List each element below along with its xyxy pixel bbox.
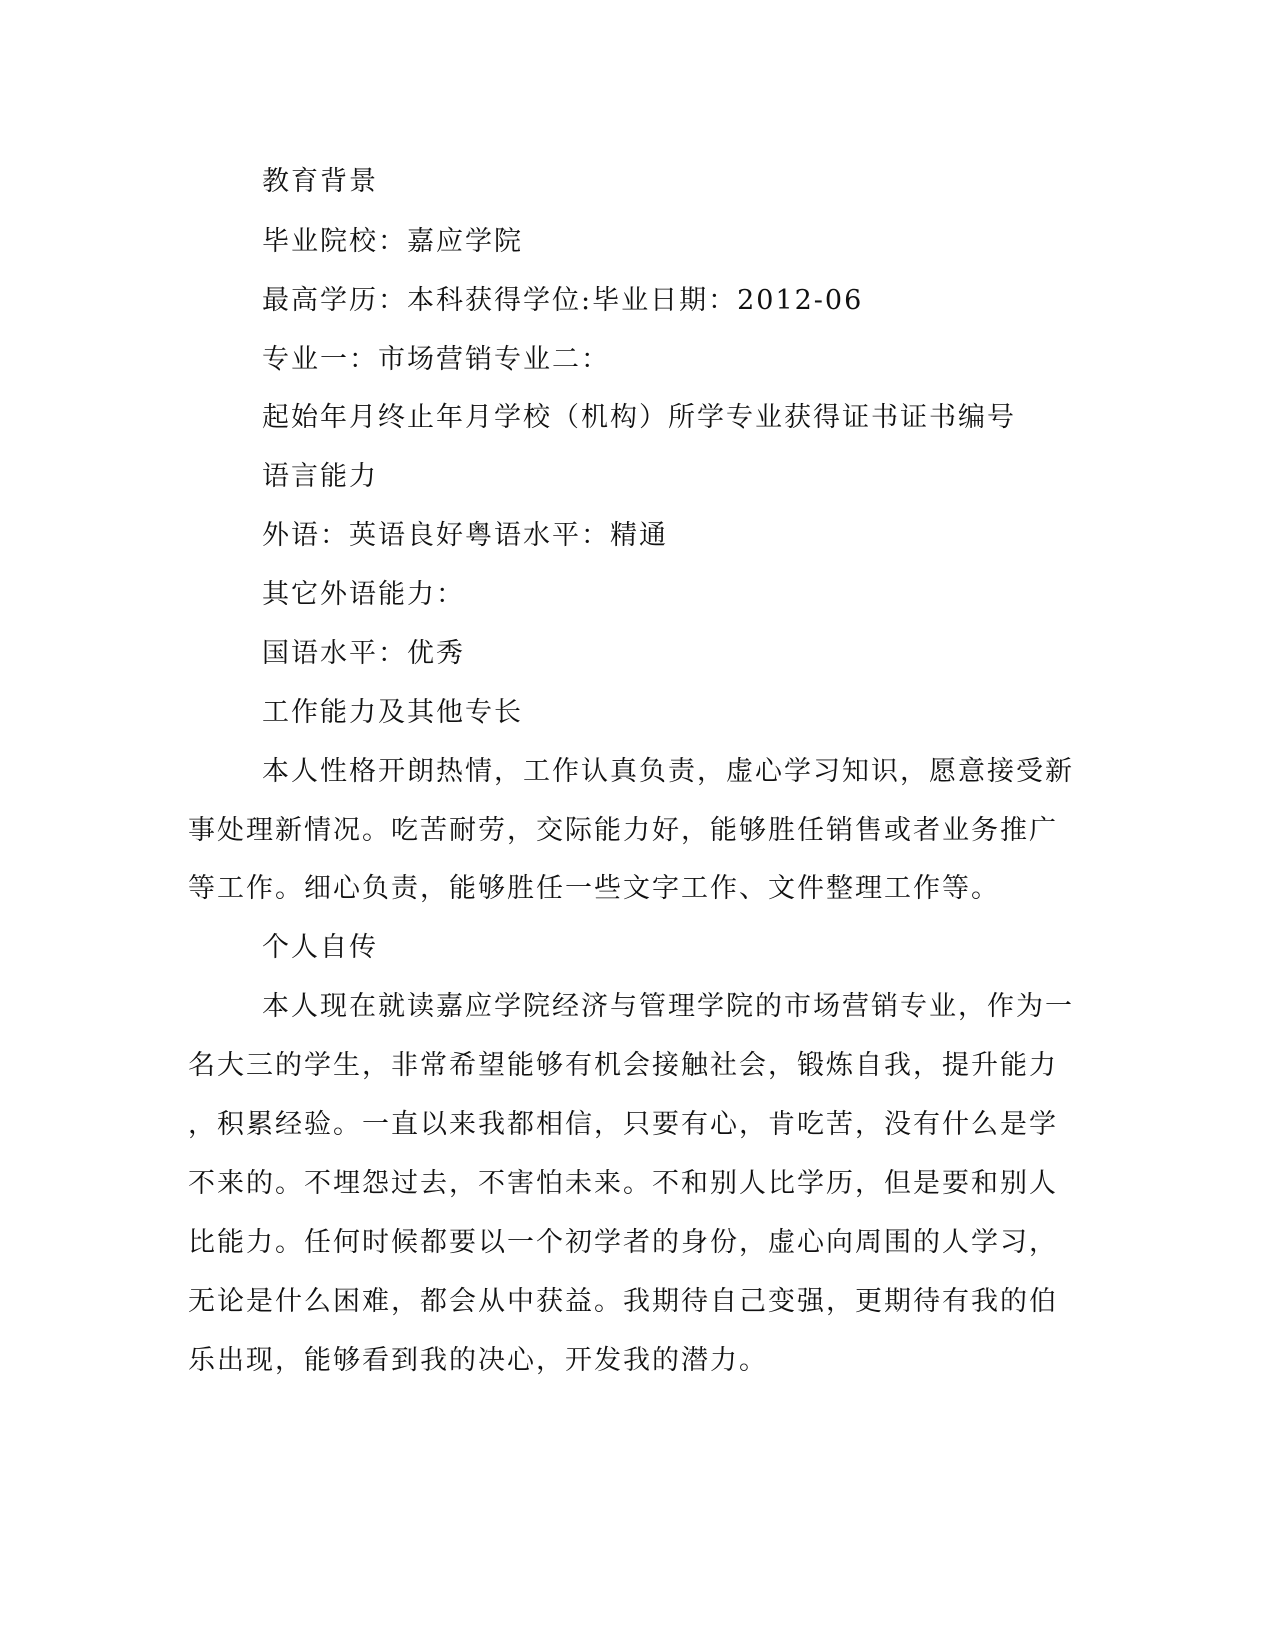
autobiography-paragraph-line: 本人现在就读嘉应学院经济与管理学院的市场营销专业，作为一 [262, 991, 1074, 1022]
other-language-line: 其它外语能力： [262, 579, 465, 610]
school-line: 毕业院校：嘉应学院 [262, 226, 523, 257]
foreign-language-line: 外语：英语良好粤语水平：精通 [262, 520, 668, 551]
education-table-header: 起始年月终止年月学校（机构）所学专业获得证书证书编号 [262, 402, 1016, 433]
autobiography-paragraph-line: ，积累经验。一直以来我都相信，只要有心，肯吃苦，没有什么是学 [188, 1109, 1058, 1140]
autobiography-paragraph-line: 无论是什么困难，都会从中获益。我期待自己变强，更期待有我的伯 [188, 1286, 1058, 1317]
degree-line: 最高学历：本科获得学位:毕业日期：2012-06 [262, 285, 864, 316]
skills-paragraph-line: 事处理新情况。吃苦耐劳，交际能力好，能够胜任销售或者业务推广 [188, 815, 1058, 846]
autobiography-paragraph-line: 不来的。不埋怨过去，不害怕未来。不和别人比学历，但是要和别人 [188, 1168, 1058, 1199]
autobiography-heading: 个人自传 [262, 932, 378, 963]
autobiography-paragraph-line: 名大三的学生，非常希望能够有机会接触社会，锻炼自我，提升能力 [188, 1050, 1058, 1081]
skills-paragraph-line: 等工作。细心负责，能够胜任一些文字工作、文件整理工作等。 [188, 873, 1000, 904]
language-heading: 语言能力 [262, 461, 378, 492]
skills-paragraph-line: 本人性格开朗热情，工作认真负责，虚心学习知识，愿意接受新 [262, 756, 1074, 787]
majors-line: 专业一：市场营销专业二： [262, 344, 610, 375]
education-heading: 教育背景 [262, 166, 378, 197]
mandarin-line: 国语水平：优秀 [262, 638, 465, 669]
autobiography-paragraph-line: 比能力。任何时候都要以一个初学者的身份，虚心向周围的人学习， [188, 1227, 1058, 1258]
autobiography-paragraph-line: 乐出现，能够看到我的决心，开发我的潜力。 [188, 1345, 768, 1376]
skills-heading: 工作能力及其他专长 [262, 697, 523, 728]
